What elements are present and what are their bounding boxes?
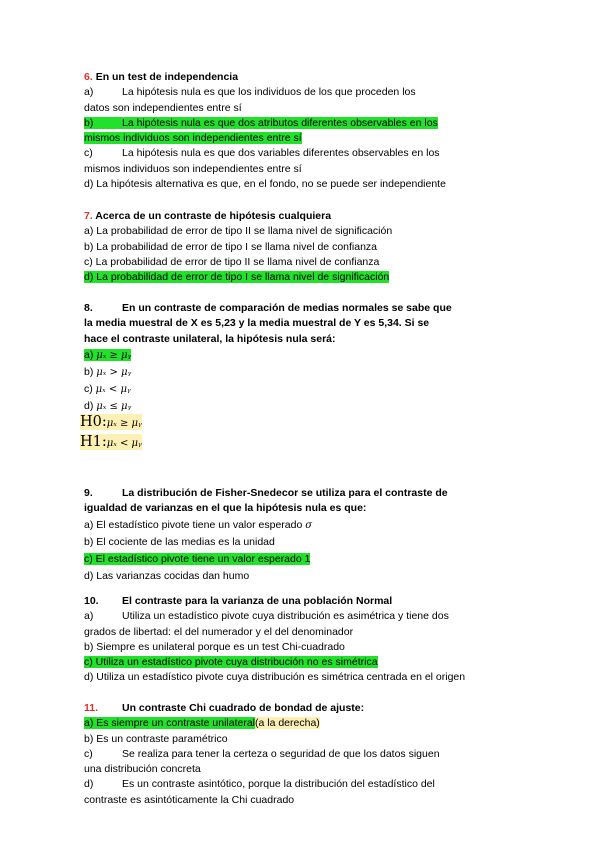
- option-a-correct: a) μₓ ≥ μᵧ: [84, 348, 132, 361]
- question-8: 8. En un contraste de comparación de medias normales se sabe que la media muestral de X es 5,23 y la media muestral de Y es 5,34. Si se hace el contraste unilateral, la hipótesis nula será: a) μₓ ≥ μᵧ b) μₓ > μᵧ c) μₓ < μᵧ d) μₓ ≤ μᵧ: [84, 301, 484, 415]
- option-c-correct: c) Utiliza un estadístico pivote cuya distribución no es simétrica: [84, 656, 378, 669]
- question-7: [84, 209, 484, 285]
- question-number: 11.: [84, 702, 99, 714]
- h1-annotation: H1:μₓ < μᵧ: [80, 434, 142, 450]
- option-b-correct: b) La hipótesis nula es que dos atributos diferentes observables en los: [84, 116, 438, 129]
- question-number: 9.: [84, 487, 93, 499]
- option-a: a) La probabilidad de error de tipo II se llama nivel de significación: [84, 225, 393, 238]
- option-b: b) La probabilidad de error de tipo I se llama nivel de confianza: [84, 240, 378, 253]
- option-c: c) La hipótesis nula es que dos variables diferentes observables en los: [84, 147, 440, 160]
- question-title: El contraste para la varianza de una población Normal: [122, 595, 393, 607]
- question-title: En un test de independencia: [95, 71, 239, 83]
- option-b: b) μₓ > μᵧ: [84, 365, 132, 378]
- hypothesis-annotations: [80, 413, 142, 453]
- handwritten-note: (a la derecha): [255, 717, 320, 730]
- option-b: b) Siempre es unilateral porque es un test Chi-cuadrado: [84, 640, 345, 653]
- option-c-correct: c) El estadístico pivote tiene un valor esperado 1: [84, 552, 311, 565]
- option-a: a) La hipótesis nula es que los individuos de los que proceden los: [84, 86, 416, 99]
- question-title: Acerca de un contraste de hipótesis cualquiera: [95, 210, 332, 222]
- question-title: Un contraste Chi cuadrado de bondad de ajuste:: [122, 702, 365, 714]
- option-d: d) Es un contraste asintótico, porque la distribución del estadístico del: [84, 778, 435, 791]
- question-11: 11. Un contraste Chi cuadrado de bondad de ajuste: a) Es siempre un contraste unilateral(a la derecha) b) Es un contraste paramétrico c) Se realiza para tener la certeza o seguridad de que los datos siguen una distribución concreta d) Es un contraste asintótico, porque la distribución del estadístico del contraste es asintóticamente la Chi cuadrado: [84, 701, 484, 808]
- question-10: 10. El contraste para la varianza de una población Normal a) Utiliza un estadístico pivote cuya distribución es asimétrica y tiene dos grados de libertad: el del numerador y el del denominador b) Siempre es unilateral porque es un test Chi-cuadrado c) Utiliza un estadístico pivote cuya distribución no es simétrica d) Utiliza un estadístico pivote cuya distribución es simétrica centrada en el origen: [84, 594, 484, 686]
- option-d: d) μₓ ≤ μᵧ: [84, 399, 132, 412]
- question-number: 7.: [84, 210, 93, 222]
- option-d: d) Utiliza un estadístico pivote cuya distribución es simétrica centrada en el origen: [84, 671, 466, 684]
- option-b: b) Es un contraste paramétrico: [84, 732, 228, 745]
- option-a: a) Utiliza un estadístico pivote cuya distribución es asimétrica y tiene dos: [84, 610, 449, 623]
- option-d: d) La hipótesis alternativa es que, en el fondo, no se puede ser independiente: [84, 178, 446, 191]
- option-c: c) Se realiza para tener la certeza o seguridad de que los datos siguen: [84, 747, 440, 760]
- option-a: a) El estadístico pivote tiene un valor esperado σ: [84, 518, 313, 531]
- h0-annotation: H0:μₓ ≥ μᵧ: [80, 414, 142, 430]
- option-b: b) El cociente de las medias es la unidad: [84, 535, 275, 548]
- question-number: 6.: [84, 71, 93, 83]
- question-6: 6. En un test de independencia a) La hipótesis nula es que los individuos de los que proceden los datos son independientes entre sí b) La hipótesis nula es que dos atributos diferentes observables en los mismos individuos son independientes entre sí c) La hipótesis nula es que dos variables diferentes observables en los mismos individuos son independientes entre sí d) La hipótesis alternativa es que, en el fondo, no se puede ser independiente: [84, 70, 484, 192]
- option-c: c) μₓ < μᵧ: [84, 382, 131, 395]
- question-9: 9. La distribución de Fisher-Snedecor se utiliza para el contraste de igualdad de varianzas en el que la hipótesis nula es que: a) El estadístico pivote tiene un valor esperado σ b) El cociente de las medias es la unidad c) El estadístico pivote tiene un valor esperado 1 d) Las varianzas cocidas dan humo: [84, 486, 484, 585]
- option-d: d) Las varianzas cocidas dan humo: [84, 569, 250, 582]
- question-number: 8.: [84, 302, 93, 314]
- question-number: 10.: [84, 595, 99, 607]
- option-d-correct: d) La probabilidad de error de tipo I se llama nivel de significación: [84, 271, 390, 284]
- option-c: c) La probabilidad de error de tipo II se llama nivel de confianza: [84, 255, 380, 268]
- option-a-correct: a) Es siempre un contraste unilateral(a la derecha): [84, 717, 320, 730]
